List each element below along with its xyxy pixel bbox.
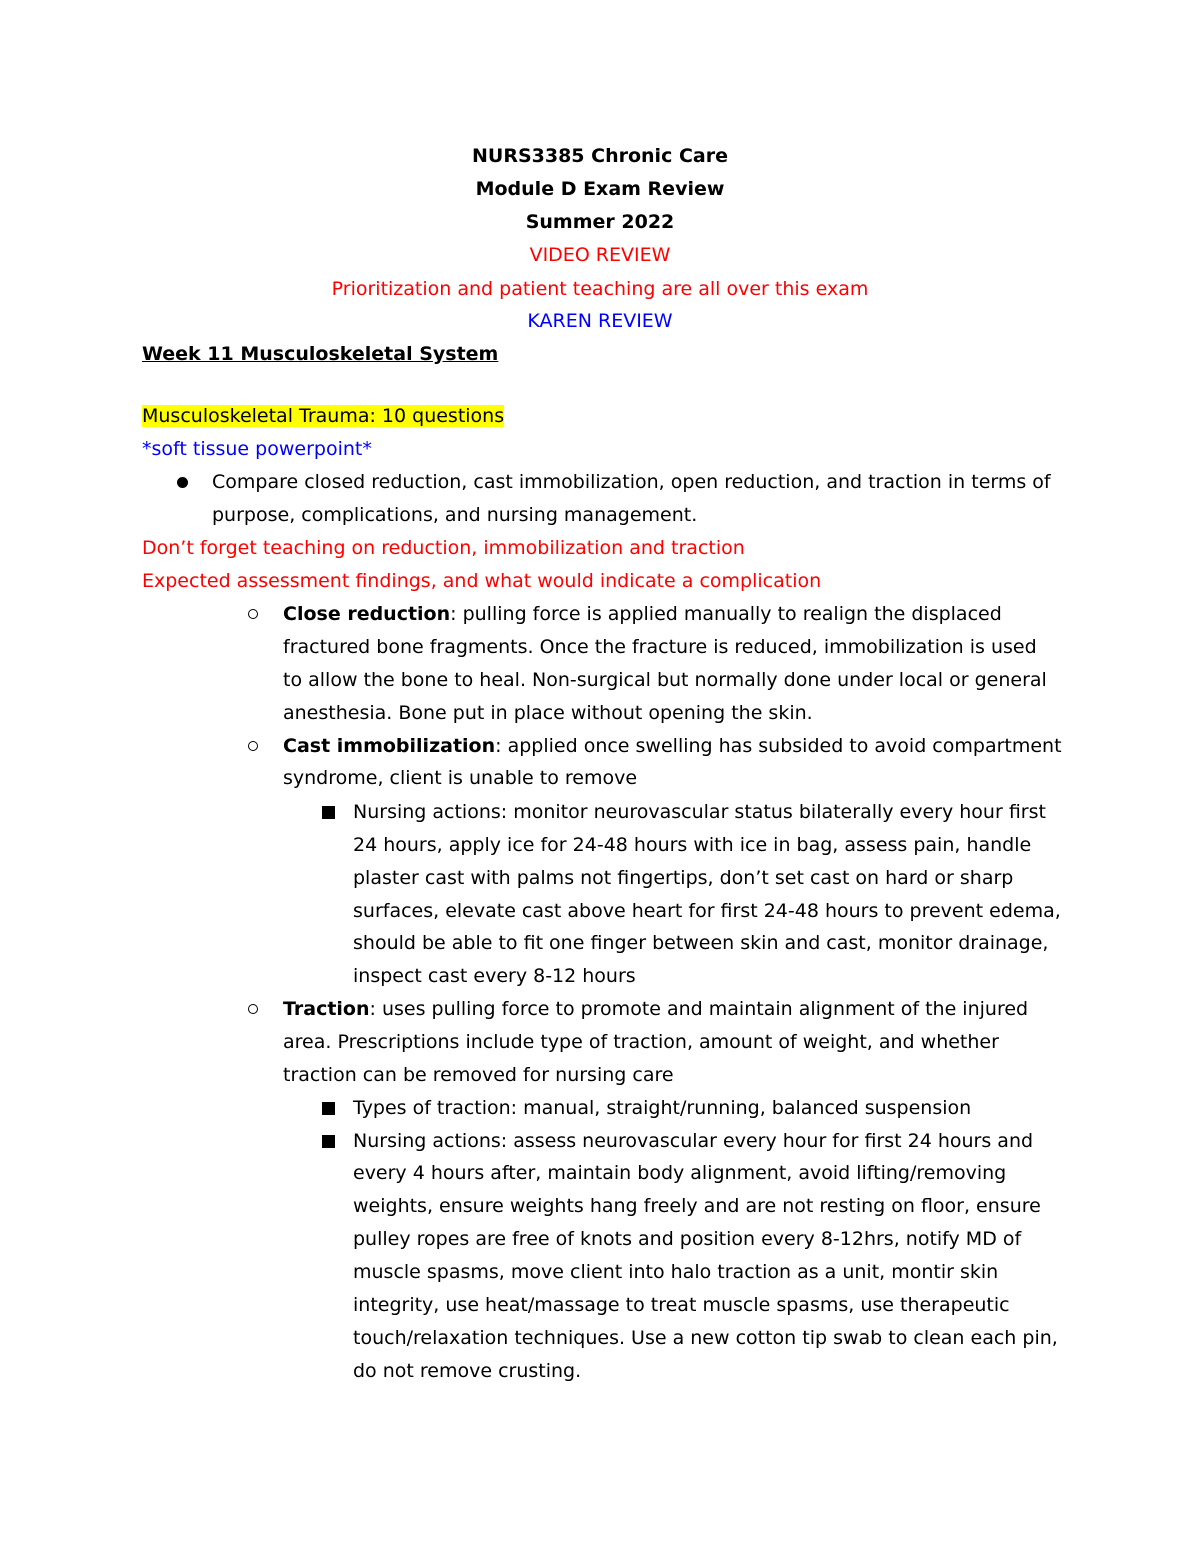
cast-nursing-line1: Nursing actions: monitor neurovascular status bilaterally every hour first bbox=[353, 801, 1046, 823]
close-reduction-text: : pulling force is applied manually to realign the displaced bbox=[450, 603, 1002, 625]
close-reduction-line1 bbox=[283, 598, 1002, 631]
traction-nursing-line8: do not remove crusting. bbox=[353, 1360, 582, 1382]
compare-bullet-line2: purpose, complications, and nursing management. bbox=[212, 504, 698, 526]
priority-note: Prioritization and patient teaching are all over this exam bbox=[331, 278, 869, 300]
bullet-square-icon bbox=[322, 1102, 335, 1115]
traction-line2: area. Prescriptions include type of traction, amount of weight, and whether bbox=[283, 1031, 999, 1053]
cast-nursing-line2: 24 hours, apply ice for 24-48 hours with ice in bag, assess pain, handle bbox=[353, 834, 1032, 856]
traction-text: : uses pulling force to promote and maintain alignment of the injured bbox=[369, 998, 1029, 1020]
bullet-square-icon bbox=[322, 806, 335, 819]
bullet-square-icon bbox=[322, 1135, 335, 1148]
cast-line1 bbox=[283, 730, 1062, 763]
video-review-label: VIDEO REVIEW bbox=[529, 244, 671, 266]
traction-line3: traction can be removed for nursing care bbox=[283, 1064, 674, 1086]
traction-nursing-line3: weights, ensure weights hang freely and are not resting on floor, ensure bbox=[353, 1195, 1041, 1217]
traction-nursing-line1: Nursing actions: assess neurovascular every hour for first 24 hours and bbox=[353, 1130, 1034, 1152]
traction-nursing-line5: muscle spasms, move client into halo traction as a unit, montir skin bbox=[353, 1261, 999, 1283]
cast-nursing-line6: inspect cast every 8-12 hours bbox=[353, 965, 636, 987]
bullet-dot-icon bbox=[177, 477, 188, 488]
module-title: Module D Exam Review bbox=[475, 178, 725, 200]
term-title: Summer 2022 bbox=[525, 211, 675, 233]
bullet-circle-icon bbox=[248, 1004, 258, 1014]
bullet-circle-icon bbox=[248, 741, 258, 751]
karen-review-label: KAREN REVIEW bbox=[527, 310, 673, 332]
traction-nursing-line7: touch/relaxation techniques. Use a new cotton tip swab to clean each pin, bbox=[353, 1327, 1058, 1349]
cast-nursing-line5: should be able to fit one finger between skin and cast, monitor drainage, bbox=[353, 932, 1049, 954]
traction-nursing-line4: pulley ropes are free of knots and position every 8-12hrs, notify MD of bbox=[353, 1228, 1022, 1250]
cast-line2: syndrome, client is unable to remove bbox=[283, 767, 638, 789]
topic-highlight: Musculoskeletal Trauma: 10 questions bbox=[142, 405, 505, 427]
reminder-assessment: Expected assessment findings, and what would indicate a complication bbox=[142, 570, 822, 592]
compare-bullet-line1: Compare closed reduction, cast immobilization, open reduction, and traction in terms of bbox=[212, 471, 1051, 493]
traction-nursing-line2: every 4 hours after, maintain body alignment, avoid lifting/removing bbox=[353, 1162, 1007, 1184]
traction-term: Traction bbox=[283, 998, 370, 1020]
close-reduction-line2: fractured bone fragments. Once the fracture is reduced, immobilization is used bbox=[283, 636, 1037, 658]
reminder-teaching: Don’t forget teaching on reduction, immobilization and traction bbox=[142, 537, 745, 559]
cast-text: : applied once swelling has subsided to avoid compartment bbox=[495, 735, 1062, 757]
close-reduction-line3: to allow the bone to heal. Non-surgical but normally done under local or general bbox=[283, 669, 1047, 691]
close-reduction-line4: anesthesia. Bone put in place without opening the skin. bbox=[283, 702, 813, 724]
traction-types: Types of traction: manual, straight/running, balanced suspension bbox=[353, 1097, 972, 1119]
section-heading: Week 11 Musculoskeletal System bbox=[142, 343, 499, 365]
bullet-circle-icon bbox=[248, 609, 258, 619]
powerpoint-note: *soft tissue powerpoint* bbox=[142, 438, 372, 460]
cast-nursing-line3: plaster cast with palms not fingertips, don’t set cast on hard or sharp bbox=[353, 867, 1014, 889]
topic-line bbox=[142, 400, 504, 433]
course-title: NURS3385 Chronic Care bbox=[472, 145, 728, 167]
close-reduction-term: Close reduction bbox=[283, 603, 451, 625]
traction-nursing-line6: integrity, use heat/massage to treat muscle spasms, use therapeutic bbox=[353, 1294, 1010, 1316]
cast-nursing-line4: surfaces, elevate cast above heart for first 24-48 hours to prevent edema, bbox=[353, 900, 1061, 922]
traction-line1 bbox=[283, 993, 1028, 1026]
cast-term: Cast immobilization bbox=[283, 735, 496, 757]
